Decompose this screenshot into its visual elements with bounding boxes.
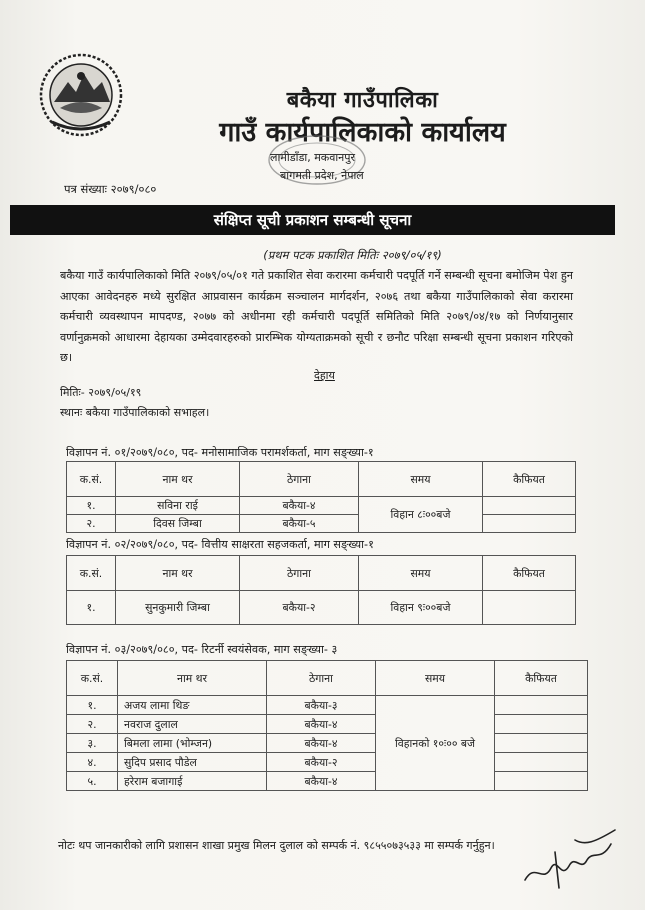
table-row xyxy=(67,591,576,625)
first-published-line: (प्रथम पटक प्रकाशित मितिः २०७९/०५/१९) xyxy=(263,248,442,262)
candidate-table-3 xyxy=(66,660,588,791)
row-sn: ३. xyxy=(67,734,118,753)
header-address: ठेगाना xyxy=(240,462,359,497)
advertisement-2-title: विज्ञापन नं. ०२/२०७९/०८०, पद- वित्तीय साक्षरता सहजकर्ता, माग सङ्ख्या-१ xyxy=(66,538,374,551)
row-sn: १. xyxy=(67,696,118,715)
table-header-row xyxy=(67,661,588,696)
contact-note: नोटः थप जानकारीको लागि प्रशासन शाखा प्रमुख मिलन दुलाल को सम्पर्क नं. ९८५५०७३५३३ मा सम्पर्क गर्नुहुन। xyxy=(58,839,495,852)
header-sn: क.सं. xyxy=(67,556,116,591)
row-address: बकैया-४ xyxy=(267,715,376,734)
row-remarks xyxy=(495,696,588,715)
row-name: सविना राई xyxy=(116,497,240,515)
candidate-table-1 xyxy=(66,461,576,533)
office-address: लामीडाँडा, मकवानपुर xyxy=(270,151,356,164)
row-sn: २. xyxy=(67,515,116,533)
row-address: बकैया-४ xyxy=(267,772,376,791)
header-time: समय xyxy=(376,661,495,696)
header-address: ठेगाना xyxy=(267,661,376,696)
row-name: हरेराम बजागाई xyxy=(118,772,267,791)
row-name: दिवस जिम्बा xyxy=(116,515,240,533)
header-remarks: कैफियत xyxy=(495,661,588,696)
header-name: नाम थर xyxy=(116,556,240,591)
header-remarks: कैफियत xyxy=(483,462,576,497)
row-sn: १. xyxy=(67,497,116,515)
office-title: गाउँ कार्यपालिकाको कार्यालय xyxy=(219,117,506,148)
advertisement-3-title: विज्ञापन नं. ०३/२०७९/०८०, पद- रिटर्नी स्वयंसेवक, माग सङ्ख्या- ३ xyxy=(66,643,338,656)
notice-body: बकैया गाउँ कार्यपालिकाको मिति २०७९/०५/०१ गते प्रकाशित सेवा करारमा कर्मचारी पदपूर्ति गर्ने सम्बन्धी सूचना बमोजिम पेश हुन आएका आवेदनहरु मध्ये सुरक्षित आप्रवासन कार्यक्रम सञ्चालन मार्गदर्शन, २०७६ तथा बकैया गाउँपालिकाको सेवा करारमा कर्मचारी व्यवस्थापन मापदण्ड, २०७७ को अधीनमा रही कर्मचारी पदपूर्ति समितिको मिति २०७९/०४/१७ को निर्णयानुसार वर्णानुक्रमको आधारमा देहायका उम्मेदवारहरुको प्रारम्भिक योग्यताक्रमको सूची र छनौट परिक्षा सम्बन्धी सूचना प्रकाशन गरिएको छ। xyxy=(60,269,573,364)
table-row xyxy=(67,734,588,753)
header-time: समय xyxy=(359,462,483,497)
row-remarks xyxy=(483,591,576,625)
row-remarks xyxy=(495,734,588,753)
row-remarks xyxy=(495,715,588,734)
table-row xyxy=(67,772,588,791)
table-row xyxy=(67,497,576,515)
header-name: नाम थर xyxy=(118,661,267,696)
header-name: नाम थर xyxy=(116,462,240,497)
row-address: बकैया-२ xyxy=(240,591,359,625)
table-header-row xyxy=(67,556,576,591)
row-address: बकैया-५ xyxy=(240,515,359,533)
candidate-table-2 xyxy=(66,555,576,625)
row-remarks xyxy=(495,772,588,791)
header-sn: क.सं. xyxy=(67,661,118,696)
advertisement-1-title: विज्ञापन नं. ०१/२०७९/०८०, पद- मनोसामाजिक परामर्शकर्ता, माग सङ्ख्या-१ xyxy=(66,446,374,459)
table-row xyxy=(67,696,588,715)
row-address: बकैया-४ xyxy=(267,734,376,753)
table-row xyxy=(67,515,576,533)
row-time: विहान ८ः००बजे xyxy=(359,497,483,533)
place-line: स्थानः बकैया गाउँपालिकाको सभाहल। xyxy=(60,406,210,419)
table-row xyxy=(67,753,588,772)
header-sn: क.सं. xyxy=(67,462,116,497)
row-address: बकैया-३ xyxy=(267,696,376,715)
row-sn: ५. xyxy=(67,772,118,791)
header-time: समय xyxy=(359,556,483,591)
row-name: सुदिप प्रसाद पौडेल xyxy=(118,753,267,772)
header-remarks: कैफियत xyxy=(483,556,576,591)
banner-title: संक्षिप्त सूची प्रकाशन सम्बन्धी सूचना xyxy=(213,211,412,229)
row-address: बकैया-२ xyxy=(267,753,376,772)
table-header-row xyxy=(67,462,576,497)
office-name: बकैया गाउँपालिका xyxy=(286,88,439,113)
row-remarks xyxy=(495,753,588,772)
notice-banner xyxy=(10,205,615,235)
row-sn: १. xyxy=(67,591,116,625)
signature xyxy=(515,822,625,892)
row-name: सुनकुमारी जिम्बा xyxy=(116,591,240,625)
table-row xyxy=(67,715,588,734)
row-name: अजय लामा थिङ xyxy=(118,696,267,715)
reference-number: पत्र संख्याः २०७९/०८० xyxy=(64,182,157,196)
row-time: विहान ९ः००बजे xyxy=(359,591,483,625)
row-name: नवराज दुलाल xyxy=(118,715,267,734)
date-line: मितिः- २०७९/०५/१९ xyxy=(60,386,142,399)
annex-label: देहाय xyxy=(314,369,335,382)
row-remarks xyxy=(483,515,576,533)
office-province: बागमती प्रदेश, नेपाल xyxy=(280,169,364,182)
row-remarks xyxy=(483,497,576,515)
row-sn: २. xyxy=(67,715,118,734)
row-address: बकैया-४ xyxy=(240,497,359,515)
header-address: ठेगाना xyxy=(240,556,359,591)
row-sn: ४. xyxy=(67,753,118,772)
row-time: विहानको १०ः०० बजे xyxy=(376,696,495,791)
row-name: बिमला लामा (भोम्जन) xyxy=(118,734,267,753)
